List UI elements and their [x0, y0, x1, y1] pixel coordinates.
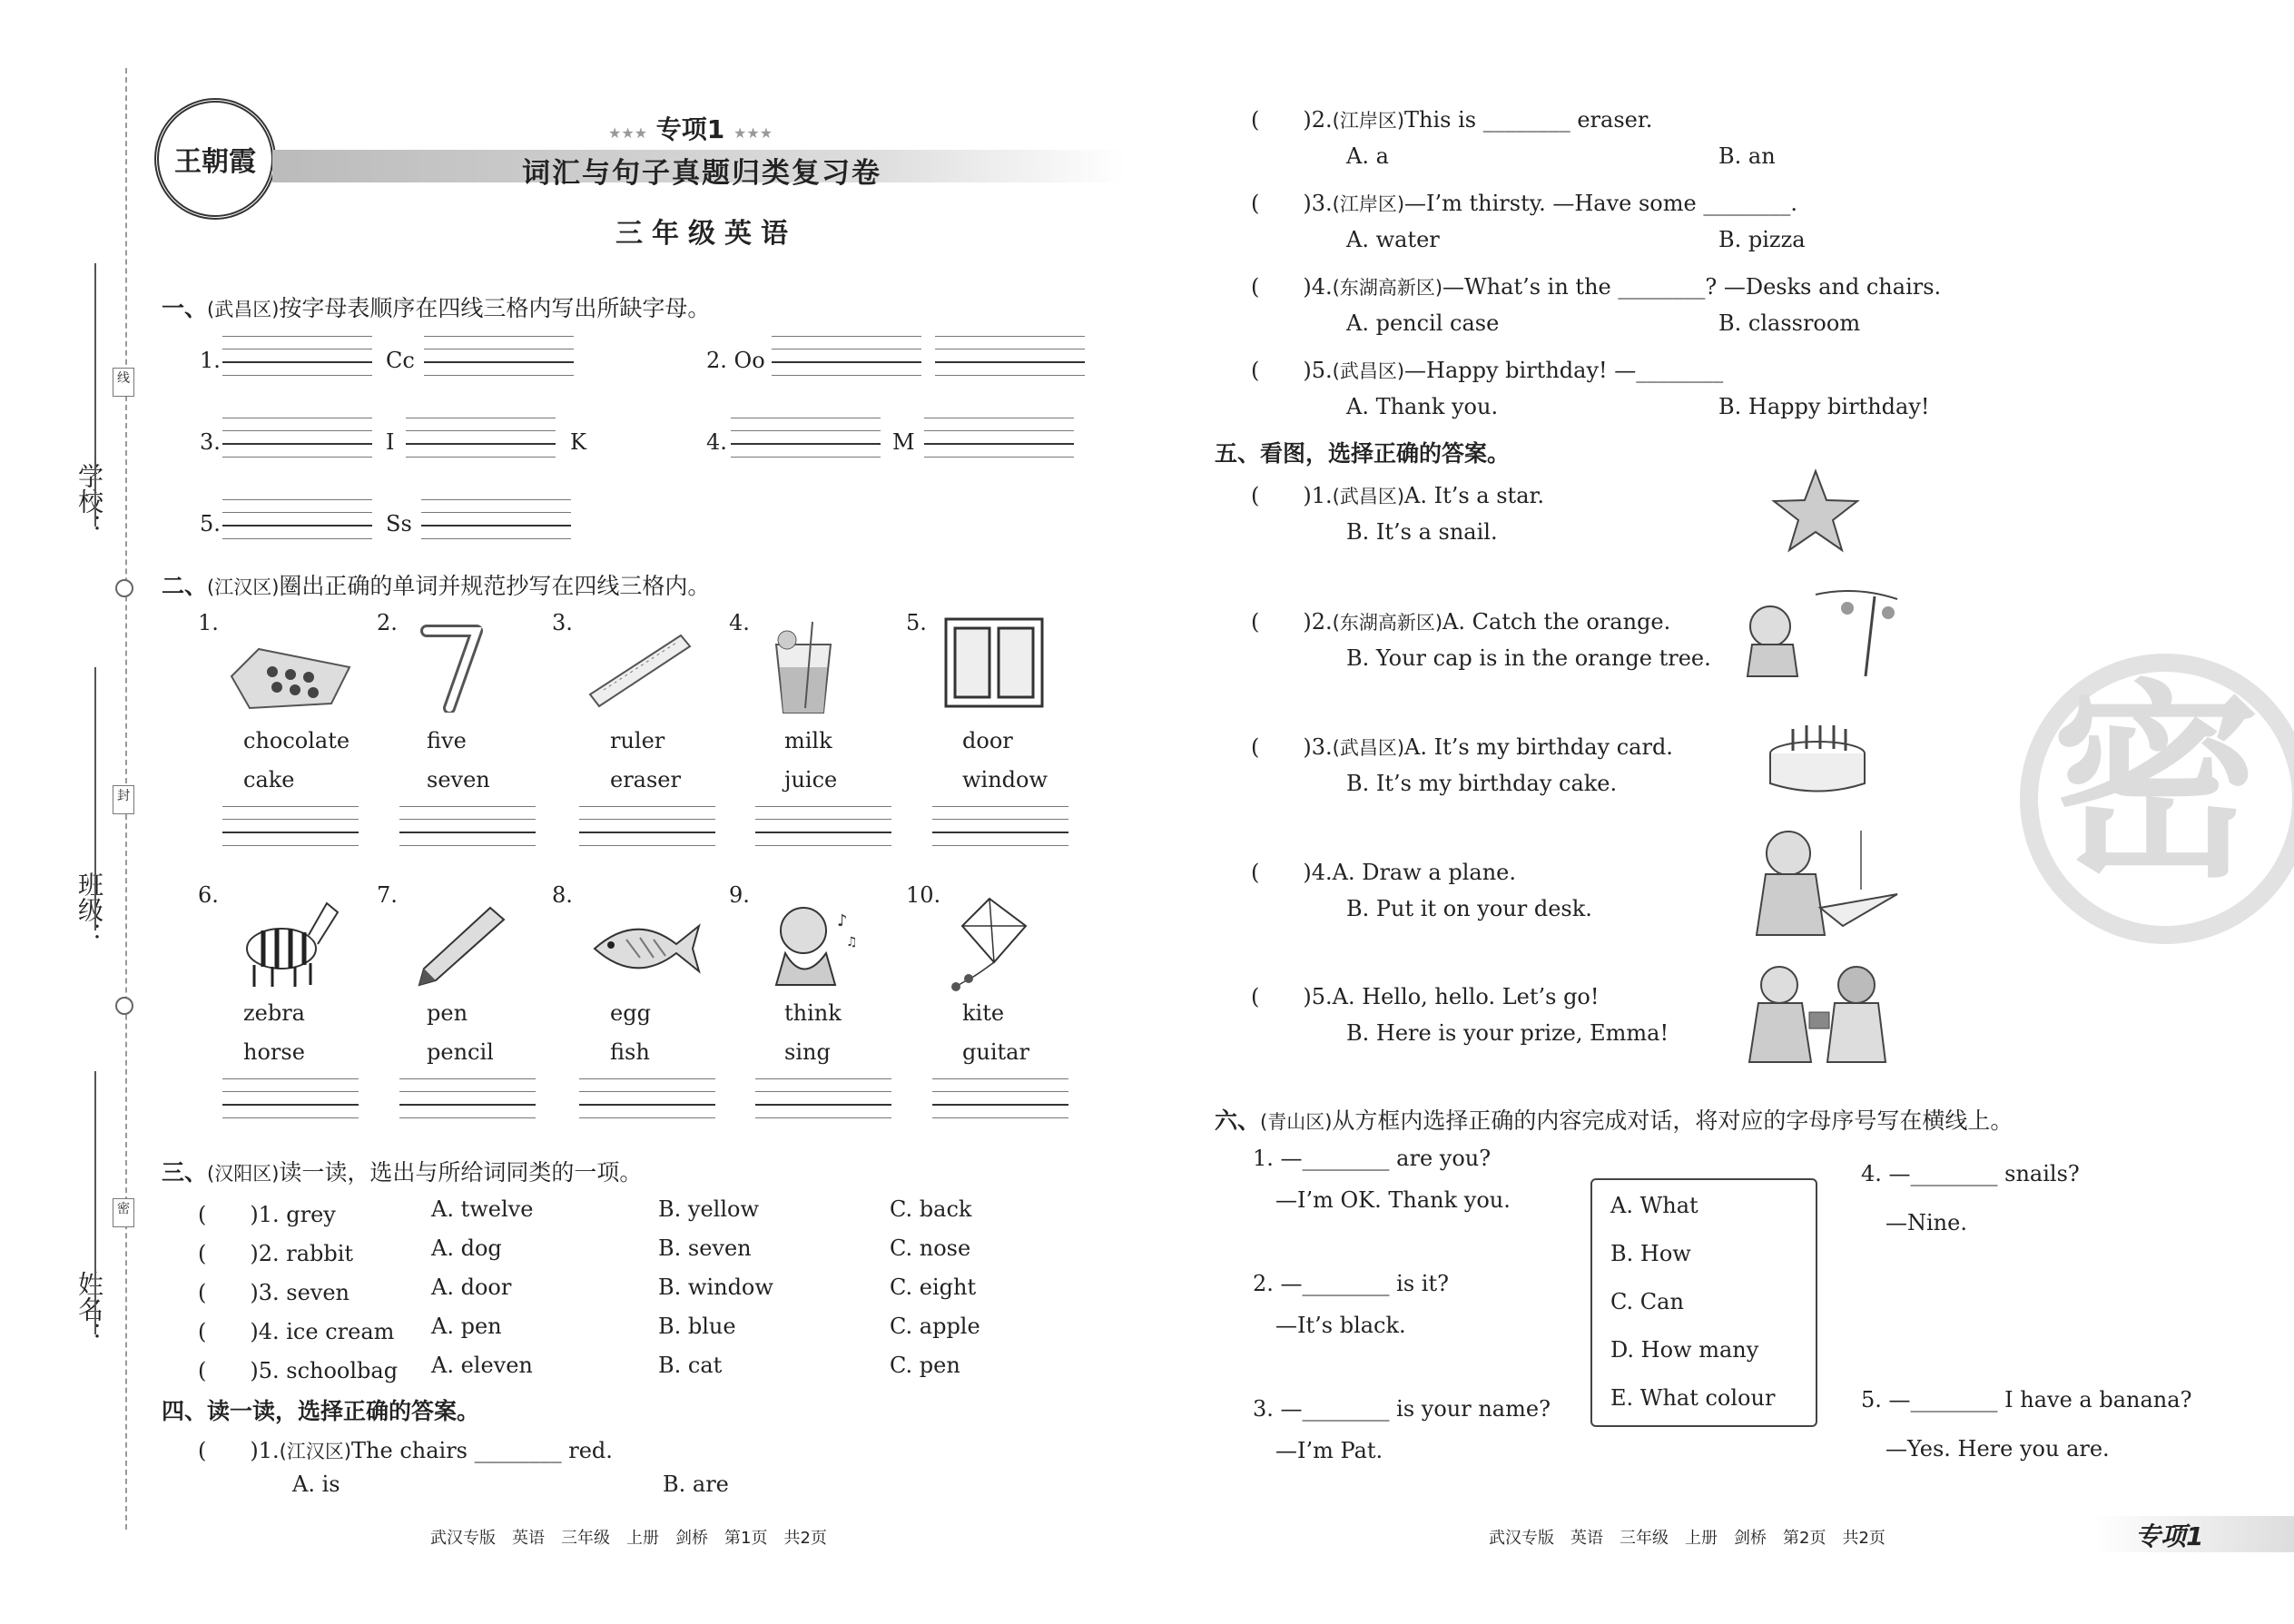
option-item: D. How many: [1610, 1337, 1759, 1363]
writing-lines[interactable]: [932, 806, 1068, 846]
s5-question[interactable]: ( )3.(武昌区)A. It’s my birthday card.: [1251, 734, 1673, 760]
binding-hole-icon: [115, 997, 133, 1015]
s3-option-a: A. door: [431, 1275, 512, 1300]
footer-left: 武汉专版 英语 三年级 上册 剑桥 第1页 共2页: [430, 1529, 827, 1548]
singing-tiger-icon: [763, 899, 862, 989]
s6-question[interactable]: 1. —________ are you?: [1253, 1146, 1492, 1171]
writing-lines[interactable]: [579, 1078, 715, 1118]
s2-word-option[interactable]: chocolate: [243, 728, 350, 753]
s4-option-b: B. an: [1718, 143, 1776, 169]
s5-option-b: B. Your cap is in the orange tree.: [1346, 645, 1711, 671]
s6-answer: —Nine.: [1885, 1210, 1967, 1235]
tiger-paper-plane-icon: [1734, 822, 1902, 940]
s1-letter: Ss: [386, 511, 412, 536]
page-title: 词汇与句子真题归类复习卷: [522, 157, 881, 190]
s2-word-option[interactable]: egg: [610, 1000, 651, 1026]
writing-lines[interactable]: [579, 806, 715, 846]
writing-lines[interactable]: [755, 806, 891, 846]
s2-word-option[interactable]: horse: [243, 1039, 305, 1065]
tiger-orange-tree-icon: [1729, 586, 1902, 681]
option-item: E. What colour: [1610, 1385, 1776, 1411]
writing-lines[interactable]: [935, 336, 1085, 376]
writing-lines[interactable]: [222, 1078, 359, 1118]
s3-question[interactable]: ( )4. ice cream: [198, 1319, 395, 1344]
page-subtitle: 三年级英语: [615, 218, 797, 250]
s3-option-c: C. eight: [890, 1275, 977, 1300]
s5-option-b: B. It’s a snail.: [1346, 519, 1498, 545]
s2-word-option[interactable]: kite: [962, 1000, 1005, 1026]
watermark-seal: [2020, 654, 2294, 944]
writing-lines[interactable]: [406, 418, 556, 458]
s6-question[interactable]: 5. —________ I have a banana?: [1861, 1387, 2192, 1412]
writing-lines[interactable]: [424, 336, 574, 376]
s2-item-number: 6.: [198, 882, 219, 908]
s1-item: 3.: [200, 429, 221, 455]
s3-option-c: C. pen: [890, 1353, 960, 1378]
watermark-text: 密: [2052, 664, 2261, 906]
s2-word-option[interactable]: milk: [784, 728, 832, 753]
s3-option-a: A. dog: [431, 1235, 502, 1261]
s1-heading: 一、(武昌区)按字母表顺序在四线三格内写出所缺字母。: [162, 295, 711, 321]
s4-option-a: A. pencil case: [1346, 310, 1500, 336]
s2-word-option[interactable]: fish: [610, 1039, 650, 1065]
s3-option-b: B. yellow: [658, 1196, 759, 1222]
option-item: A. What: [1610, 1193, 1698, 1218]
s2-item-number: 9.: [729, 882, 750, 908]
s4-option-b: B. pizza: [1718, 227, 1806, 252]
s4-heading: 四、读一读，选择正确的答案。: [162, 1398, 480, 1424]
s6-question[interactable]: 3. —________ is your name?: [1253, 1396, 1551, 1422]
writing-lines[interactable]: [932, 1078, 1068, 1118]
binding-hole-icon: [115, 579, 133, 597]
s3-question[interactable]: ( )2. rabbit: [198, 1241, 354, 1266]
juice-glass-icon: [767, 617, 840, 717]
series-label: ★★★ 专项1 ★★★: [608, 114, 773, 144]
s2-item-number: 4.: [729, 610, 750, 635]
s3-heading: 三、(汉阳区)读一读，选出与所给词同类的一项。: [162, 1159, 643, 1186]
s5-heading: 五、看图，选择正确的答案。: [1215, 440, 1511, 467]
option-box: [1590, 1178, 1817, 1427]
s1-item: 5.: [200, 511, 221, 536]
s2-word-option[interactable]: juice: [784, 767, 838, 792]
s2-item-number: 7.: [377, 882, 398, 908]
s2-word-option[interactable]: cake: [243, 767, 295, 792]
star-icon: ★★★: [608, 124, 648, 142]
s2-item-number: 3.: [552, 610, 573, 635]
star-picture-icon: [1770, 468, 1861, 554]
class-label: 班级：: [74, 871, 104, 948]
writing-lines[interactable]: [222, 336, 372, 376]
s2-word-option[interactable]: five: [427, 728, 467, 753]
svg-text:♪: ♪: [837, 911, 848, 930]
s3-option-b: B. seven: [658, 1235, 752, 1261]
s3-option-b: B. cat: [658, 1353, 723, 1378]
s3-question[interactable]: ( )1. grey: [198, 1202, 336, 1227]
s3-option-a: A. pen: [431, 1314, 502, 1339]
school-field[interactable]: [94, 263, 96, 527]
zebra-icon: [227, 885, 345, 989]
s1-letter: K: [570, 429, 586, 455]
s4-question[interactable]: ( )3.(江岸区)—I’m thirsty. —Have some ________.: [1251, 191, 1797, 216]
class-field[interactable]: [94, 667, 96, 930]
s2-word-option[interactable]: ruler: [610, 728, 665, 753]
s5-question[interactable]: ( )4.A. Draw a plane.: [1251, 860, 1516, 885]
svg-text:♫: ♫: [846, 935, 858, 950]
s3-option-c: C. nose: [890, 1235, 971, 1261]
s2-word-option[interactable]: pencil: [427, 1039, 494, 1065]
s1-letter: Cc: [386, 348, 415, 373]
s2-word-option[interactable]: sing: [784, 1039, 831, 1065]
writing-lines[interactable]: [222, 418, 372, 458]
s4-option-a: A. is: [292, 1471, 340, 1497]
s2-word-option[interactable]: zebra: [243, 1000, 305, 1026]
writing-lines[interactable]: [731, 418, 881, 458]
s1-letter: I: [386, 429, 395, 455]
logo-seal: [154, 98, 276, 220]
s2-word-option[interactable]: door: [962, 728, 1013, 753]
s4-option-a: A. Thank you.: [1346, 394, 1499, 419]
s6-answer: —It’s black.: [1275, 1313, 1406, 1338]
mark-xian: 线: [113, 368, 134, 397]
s5-question[interactable]: ( )2.(东湖高新区)A. Catch the orange.: [1251, 609, 1671, 635]
s4-option-b: B. classroom: [1718, 310, 1861, 336]
s1-item: 1.: [200, 348, 221, 373]
s6-answer: —I’m OK. Thank you.: [1275, 1187, 1511, 1213]
ruler-icon: [586, 626, 694, 713]
s6-question[interactable]: 4. —________ snails?: [1861, 1161, 2080, 1186]
writing-lines[interactable]: [222, 499, 372, 539]
kite-icon: [940, 894, 1039, 994]
writing-lines[interactable]: [755, 1078, 891, 1118]
s3-option-c: C. back: [890, 1196, 972, 1222]
s4-option-a: A. water: [1346, 227, 1440, 252]
chocolate-box-icon: [222, 631, 359, 713]
s4-option-a: A. a: [1346, 143, 1389, 169]
writing-lines[interactable]: [772, 336, 921, 376]
logo-text: 王朝霞: [174, 146, 256, 178]
s2-word-option[interactable]: guitar: [962, 1039, 1029, 1065]
s4-option-b: B. Happy birthday!: [1718, 394, 1930, 419]
window-icon: [944, 617, 1044, 708]
s2-item-number: 1.: [198, 610, 219, 635]
s5-question[interactable]: ( )5.A. Hello, hello. Let’s go!: [1251, 984, 1600, 1009]
s4-question[interactable]: ( )1.(江汉区)The chairs ________ red.: [198, 1438, 613, 1463]
s5-option-b: B. It’s my birthday cake.: [1346, 771, 1618, 796]
s3-question[interactable]: ( )5. schoolbag: [198, 1358, 399, 1383]
footer-right: 武汉专版 英语 三年级 上册 剑桥 第2页 共2页: [1489, 1529, 1885, 1548]
s4-question[interactable]: ( )4.(东湖高新区)—What’s in the ________? —Desks and chairs.: [1251, 274, 1942, 300]
s3-option-a: A. eleven: [431, 1353, 533, 1378]
s6-answer: —Yes. Here you are.: [1885, 1436, 2110, 1462]
s4-question[interactable]: ( )2.(江岸区)This is ________ eraser.: [1251, 107, 1653, 133]
fish-icon: [586, 912, 704, 985]
option-item: B. How: [1610, 1241, 1691, 1266]
s6-answer: —I’m Pat.: [1275, 1438, 1383, 1463]
s2-heading: 二、(江汉区)圈出正确的单词并规范抄写在四线三格内。: [162, 573, 711, 599]
star-icon: ★★★: [733, 124, 773, 142]
s5-option-b: B. Put it on your desk.: [1346, 896, 1592, 921]
s6-question[interactable]: 2. —________ is it?: [1253, 1271, 1449, 1296]
s4-option-b: B. are: [663, 1471, 729, 1497]
s2-word-option[interactable]: pen: [427, 1000, 468, 1026]
birthday-cake-icon: [1766, 713, 1870, 799]
footer-tag: 专项1: [2135, 1521, 2204, 1551]
s2-word-option[interactable]: eraser: [610, 767, 681, 792]
s2-word-option[interactable]: window: [962, 767, 1049, 792]
s3-option-b: B. blue: [658, 1314, 736, 1339]
s2-item-number: 5.: [906, 610, 927, 635]
s1-item: 2. Oo: [706, 348, 765, 373]
writing-lines[interactable]: [421, 499, 571, 539]
number-seven-icon: [418, 617, 490, 713]
pencil-icon: [409, 903, 508, 989]
writing-lines[interactable]: [924, 418, 1074, 458]
s3-question[interactable]: ( )3. seven: [198, 1280, 350, 1305]
s6-heading: 六、(青山区)从方框内选择正确的内容完成对话，将对应的字母序号写在横线上。: [1215, 1107, 2013, 1134]
s3-option-b: B. window: [658, 1275, 773, 1300]
mark-mi: 密: [113, 1198, 134, 1227]
name-label: 姓名：: [74, 1271, 104, 1347]
s5-option-b: B. Here is your prize, Emma!: [1346, 1020, 1669, 1046]
school-label: 学校：: [74, 463, 104, 539]
s4-question[interactable]: ( )5.(武昌区)—Happy birthday! —________: [1251, 358, 1724, 383]
s2-item-number: 8.: [552, 882, 573, 908]
writing-lines[interactable]: [222, 806, 359, 846]
mark-feng: 封: [113, 785, 134, 814]
two-girls-prize-icon: [1738, 958, 1897, 1067]
s1-letter: M: [892, 429, 915, 455]
s2-word-option[interactable]: think: [784, 1000, 842, 1026]
s3-option-c: C. apple: [890, 1314, 980, 1339]
s2-item-number: 2.: [377, 610, 398, 635]
writing-lines[interactable]: [399, 1078, 536, 1118]
s3-option-a: A. twelve: [431, 1196, 534, 1222]
option-item: C. Can: [1610, 1289, 1684, 1314]
s2-item-number: 10.: [906, 882, 941, 908]
s2-word-option[interactable]: seven: [427, 767, 490, 792]
writing-lines[interactable]: [399, 806, 536, 846]
s5-question[interactable]: ( )1.(武昌区)A. It’s a star.: [1251, 483, 1544, 508]
name-field[interactable]: [94, 1071, 96, 1334]
s1-item: 4.: [706, 429, 727, 455]
